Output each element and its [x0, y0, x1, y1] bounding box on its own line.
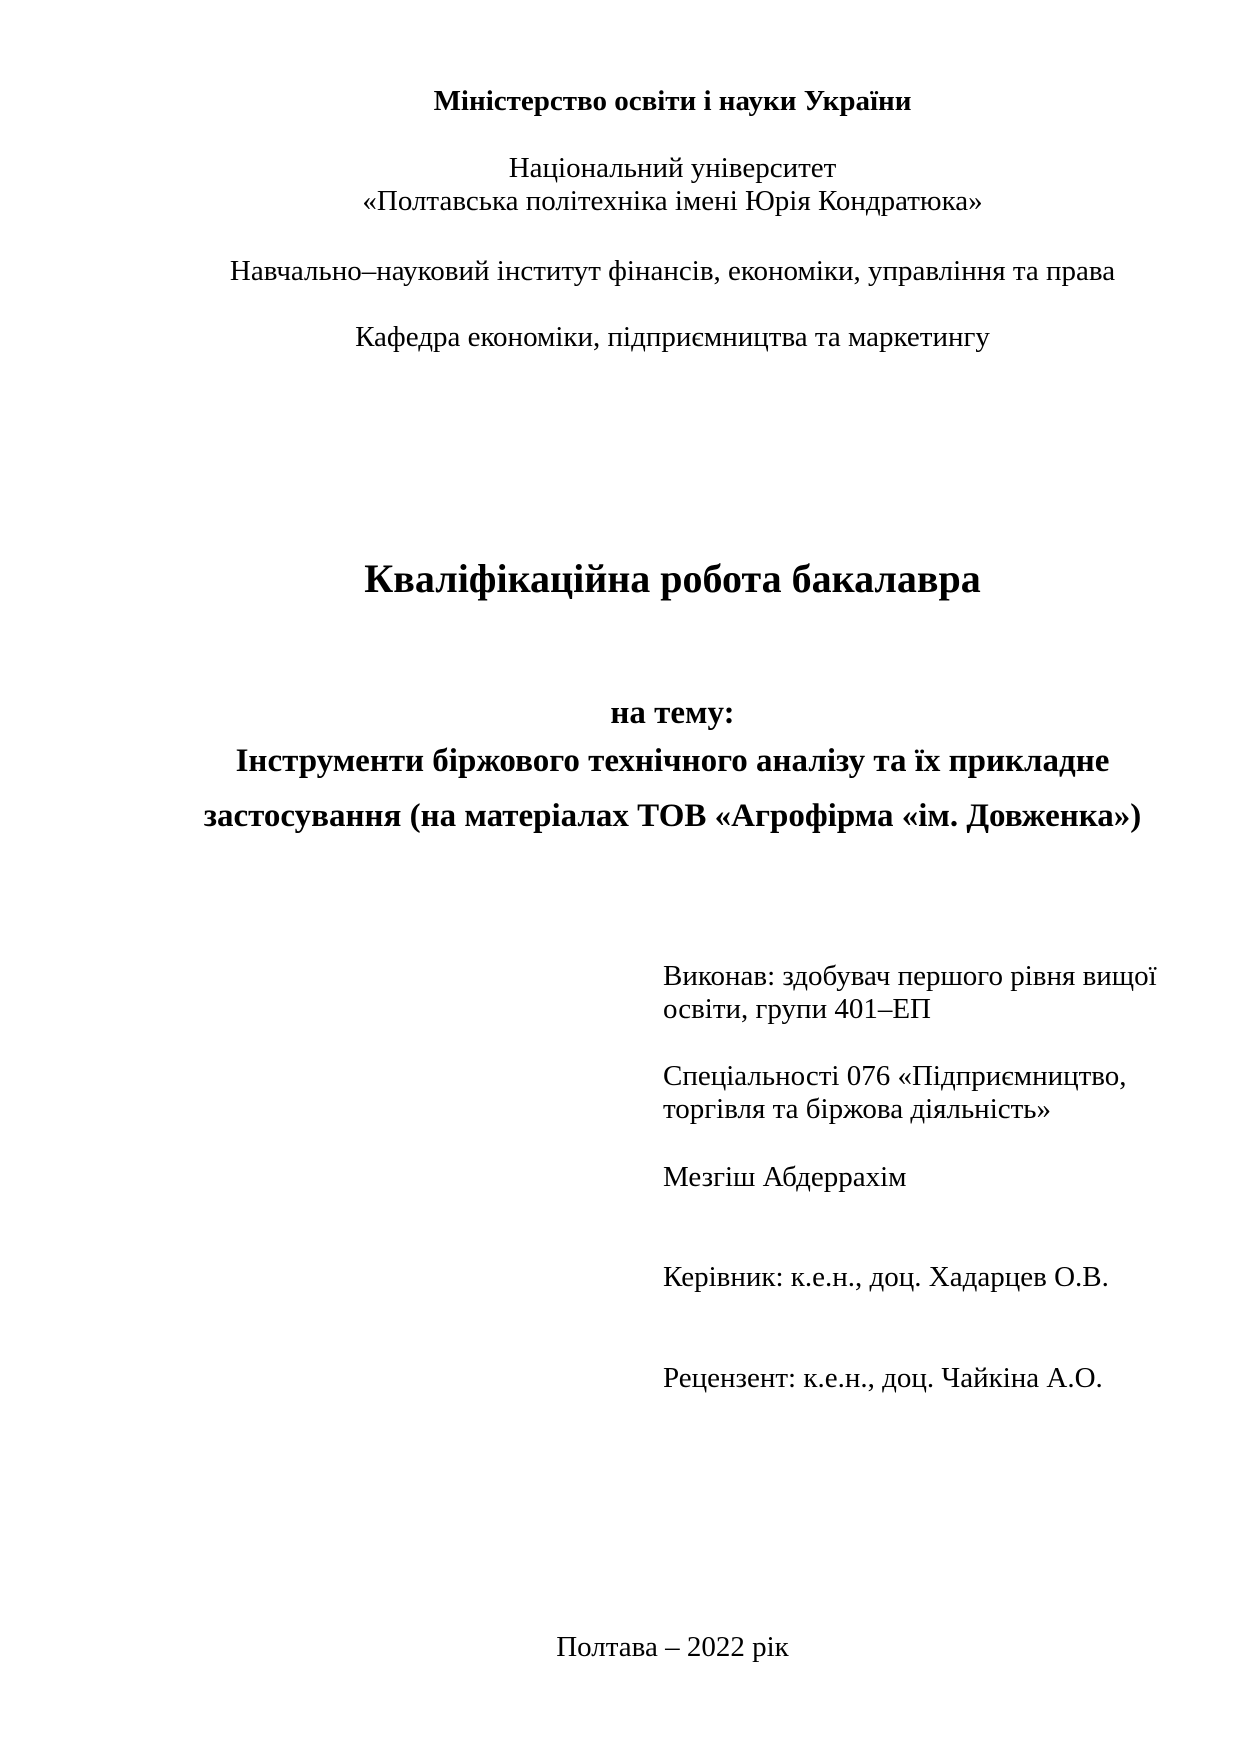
specialty-line-2: торгівля та біржова діяльність»	[663, 1093, 1052, 1125]
topic-title	[177, 734, 1168, 844]
university-name-line-1: Національний університет	[508, 152, 837, 184]
student-name: Мезгіш Абдеррахім	[663, 1161, 907, 1193]
university-name	[177, 152, 1168, 218]
specialty-line-1: Спеціальності 076 «Підприємництво,	[663, 1060, 1127, 1092]
executor-paragraph	[663, 960, 1157, 1026]
specialty-paragraph	[663, 1060, 1127, 1126]
work-type-title: Кваліфікаційна робота бакалавра	[364, 556, 981, 601]
topic-title-line-2: застосування (на матеріалах ТОВ «Агрофірма «ім. Довженка»)	[203, 798, 1142, 834]
supervisor-line: Керівник: к.е.н., доц. Хадарцев О.В.	[663, 1261, 1109, 1293]
city-year-footer: Полтава – 2022 рік	[556, 1631, 789, 1663]
topic-label: на тему:	[610, 695, 735, 731]
topic-title-line-1: Інструменти біржового технічного аналізу та їх прикладне	[235, 743, 1110, 779]
institute-line: Навчально–науковий інститут фінансів, економіки, управління та права	[229, 255, 1116, 287]
ministry-line: Міністерство освіти і науки України	[433, 85, 912, 117]
reviewer-line: Рецензент: к.е.н., доц. Чайкіна А.О.	[663, 1362, 1103, 1394]
department-line: Кафедра економіки, підприємництва та маркетингу	[355, 321, 990, 353]
executor-line-1: Виконав: здобувач першого рівня вищої	[663, 960, 1157, 992]
executor-line-2: освіти, групи 401–ЕП	[663, 993, 931, 1025]
university-name-line-2: «Полтавська політехніка імені Юрія Кондратюка»	[362, 185, 983, 217]
